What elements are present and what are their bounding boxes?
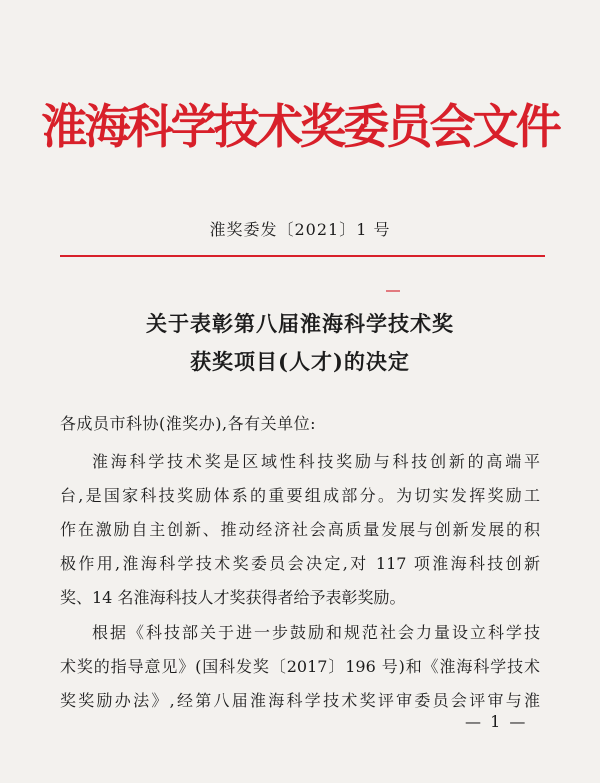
salutation: 各成员市科协(淮奖办),各有关单位: xyxy=(60,414,316,433)
red-divider-line xyxy=(60,255,545,257)
paragraph-2-line-2: 术奖的指导意见》(国科发奖〔2017〕196 号)和《淮海科学技术 xyxy=(60,657,540,676)
paragraph-1-line-3: 作在激励自主创新、推动经济社会高质量发展与创新发展的积 xyxy=(60,520,540,539)
document-number: 淮奖委发〔2021〕1 号 xyxy=(209,220,391,239)
page-number: — 1 — xyxy=(465,712,528,731)
paragraph-1-line-2: 台,是国家科技奖励体系的重要组成部分。为切实发挥奖励工 xyxy=(60,486,540,505)
paragraph-2-line-1: 根据《科技部关于进一步鼓励和规范社会力量设立科学技 xyxy=(92,623,540,642)
paragraph-1-line-1: 淮海科学技术奖是区域性科技奖励与科技创新的高端平 xyxy=(92,452,540,471)
paragraph-2-line-3: 奖奖励办法》,经第八届淮海科学技术奖评审委员会评审与淮 xyxy=(60,691,540,710)
red-mark xyxy=(386,290,400,292)
paragraph-1-line-4: 极作用,淮海科学技术奖委员会决定,对 117 项淮海科技创新 xyxy=(60,554,540,573)
document-org-title: 淮海科学技术奖委员会文件 xyxy=(41,100,559,155)
document-heading-line-1: 关于表彰第八届淮海科学技术奖 xyxy=(146,311,454,336)
paragraph-1-line-5: 奖、14 名淮海科技人才奖获得者给予表彰奖励。 xyxy=(60,588,406,607)
document-heading-line-2: 获奖项目(人才)的决定 xyxy=(190,349,410,374)
